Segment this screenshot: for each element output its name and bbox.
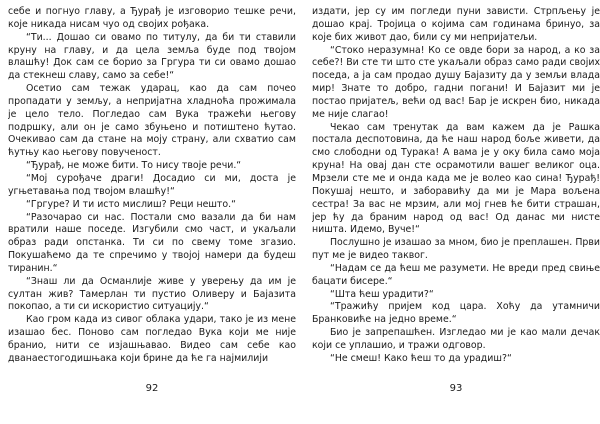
paragraph: “Ти... Дошао си овамо по титулу, да би ти ставили круну на главу, и да цела земља буде под твојом влашћу! Док сам се борио за Гргура ти си овамо дошао да стекнеш славу, само за себе!“ bbox=[8, 31, 296, 82]
left-page-text bbox=[8, 6, 296, 366]
paragraph: издати, јер су им погледи пуни зависти. Стрпљењу је дошао крај. Тројица о којима сам годинама бринуо, за које бих живот дао, били су ми непријатељи. bbox=[312, 6, 600, 43]
page-number: 93 bbox=[449, 383, 463, 394]
left-page bbox=[8, 0, 296, 424]
paragraph: “Разочарао си нас. Постали смо вазали да би нам вратили наше поседе. Изгубили смо част, и укаљали образ ради опстанка. Ти си по свему томе згазио. Покушаћемо да те спречимо у твојој намери да будеш тиранин.“ bbox=[8, 211, 296, 274]
paragraph: Као гром када из сивог облака удари, тако је из мене изашао бес. Поново сам погледао Вука који ме није бранио, нити се изјашњавао. Видео сам себе као дванаестогодишњака који брине да ће га најмилији bbox=[8, 314, 296, 364]
paragraph: Чекао сам тренутак да вам кажем да је Рашка постала деспотовина, да ће наш народ боље живети, да смо слободни од Турака! А вама је у оку била само моја круна! На овај дан сте осрамотили вашег великог оца. Мрзели сте ме и онда када ме је волео као сина! Ђурађ! Покушај нешто, и заборавићу да ми је Мара вољена сестра! За вас не мрзим, али мој гнев ће бити страшан, јер ћу да браним народ од вас! Од данас ми нисте ништа. Идемо, Вуче!“ bbox=[312, 121, 600, 236]
paragraph: Био је запрепашћен. Изгледао ми је као мали дечак који се уплашио, и тражи одговор. bbox=[312, 327, 600, 351]
paragraph: “Гргуре? И ти исто мислиш? Реци нешто.“ bbox=[26, 198, 236, 210]
right-page-text bbox=[312, 6, 600, 366]
paragraph: “Надам се да ћеш ме разумети. Не вреди пред свиње бацати бисере.“ bbox=[312, 262, 600, 287]
paragraph: “Тражићу пријем код цара. Хоћу да утамничи Бранковиће на једно време.“ bbox=[312, 301, 600, 326]
paragraph: “Знаш ли да Османлије живе у уверењу да им је султан жив? Тамерлан ти пустио Оливеру и Бајазита покопао, а ти си искористио ситуацију.“ bbox=[8, 275, 296, 313]
page-number: 92 bbox=[145, 383, 159, 394]
paragraph: “Стоко неразумна! Ко се овде бори за народ, а ко за себе?! Ви сте ти што сте укаљали образ само ради својих поседа, а ја сам продао душу Бајазиту да у земљи влада мир! Знате то добро, гадни погани! И Бајазит ми је постао пријатељ, већи од вас! Бар је искрен био, никада ме није слагао! bbox=[312, 44, 600, 120]
paragraph: себе и погнуо главу, а Ђурађ је изговорио тешке речи, које никада нисам чуо од својих рођака. bbox=[8, 6, 296, 30]
paragraph: “Мој сурођаче драги! Досадио си ми, доста је угњетавања под твојом влашћу!“ bbox=[8, 172, 296, 197]
paragraph: Осетио сам тежак ударац, као да сам почео пропадати у земљу, а непријатна хладноћа прожимала је цело тело. Погледао сам Вука тражећи његову подршку, али он је само збуњено и потиштено ћутао. Очекивао сам да стане на моју страну, али схватио сам ћутњу као његову повученост. bbox=[8, 83, 296, 159]
paragraph: “Ђурађ, не може бити. То нису твоје речи.“ bbox=[26, 160, 242, 172]
paragraph: “Не смеш! Како ћеш то да урадиш?“ bbox=[330, 352, 512, 364]
right-page bbox=[312, 0, 600, 424]
paragraph: “Шта ћеш урадити?“ bbox=[330, 288, 434, 300]
paragraph: Послушно је изашао за мном, био је преплашен. Први пут ме је видео таквог. bbox=[312, 237, 600, 262]
